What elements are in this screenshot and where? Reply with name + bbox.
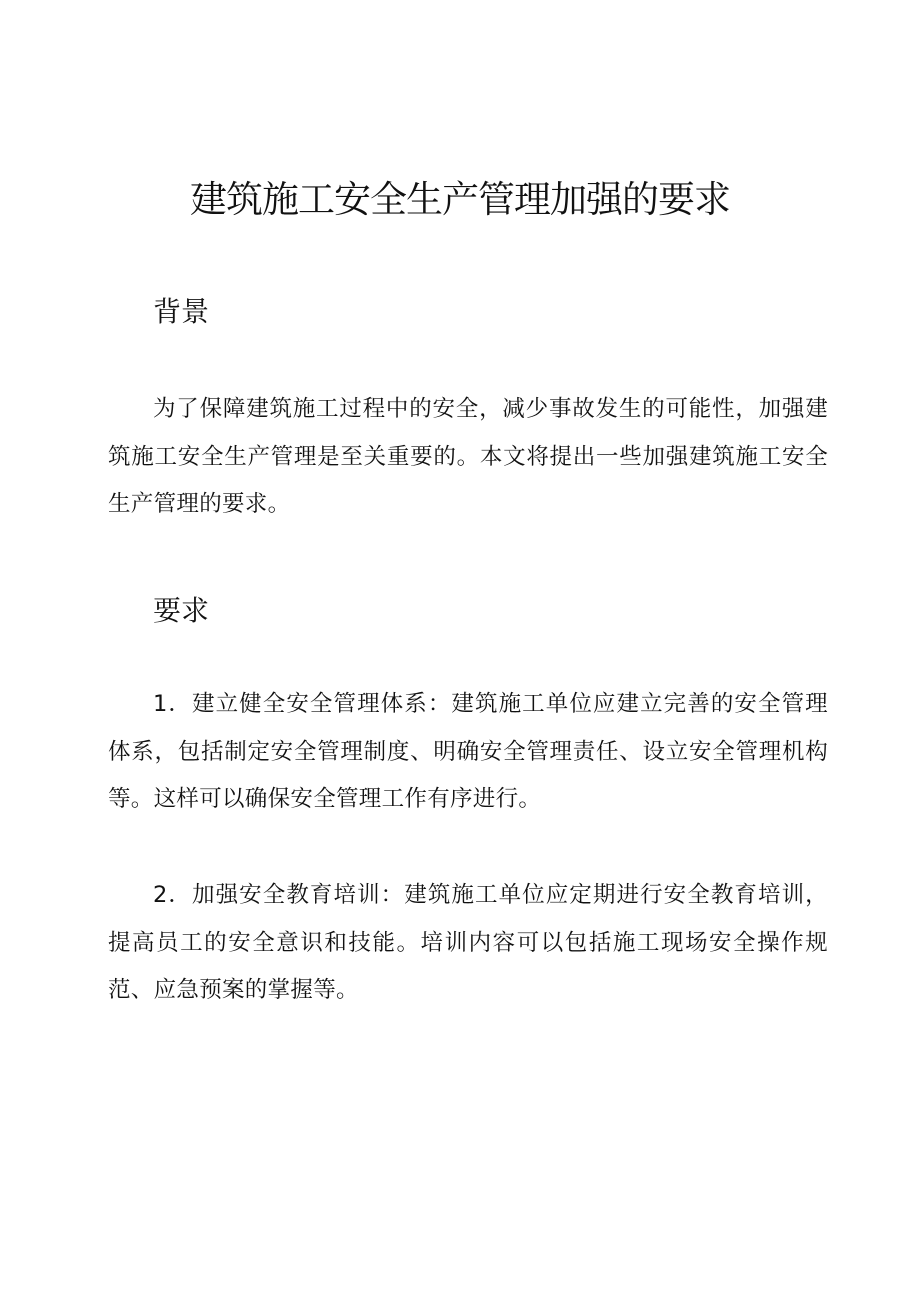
section-heading-requirements: 要求	[153, 594, 210, 627]
section-heading-background: 背景	[153, 295, 210, 328]
background-paragraph: 为了保障建筑施工过程中的安全，减少事故发生的可能性，加强建筑施工安全生产管理是至关重要的。本文将提出一些加强建筑施工安全生产管理的要求。	[108, 396, 828, 517]
page-title: 建筑施工安全生产管理加强的要求	[190, 178, 730, 221]
requirement-item-2: 2．加强安全教育培训：建筑施工单位应定期进行安全教育培训，提高员工的安全意识和技能。培训内容可以包括施工现场安全操作规范、应急预案的掌握等。	[108, 882, 828, 1003]
requirement-item-1: 1．建立健全安全管理体系：建筑施工单位应建立完善的安全管理体系，包括制定安全管理制度、明确安全管理责任、设立安全管理机构等。这样可以确保安全管理工作有序进行。	[108, 691, 828, 812]
